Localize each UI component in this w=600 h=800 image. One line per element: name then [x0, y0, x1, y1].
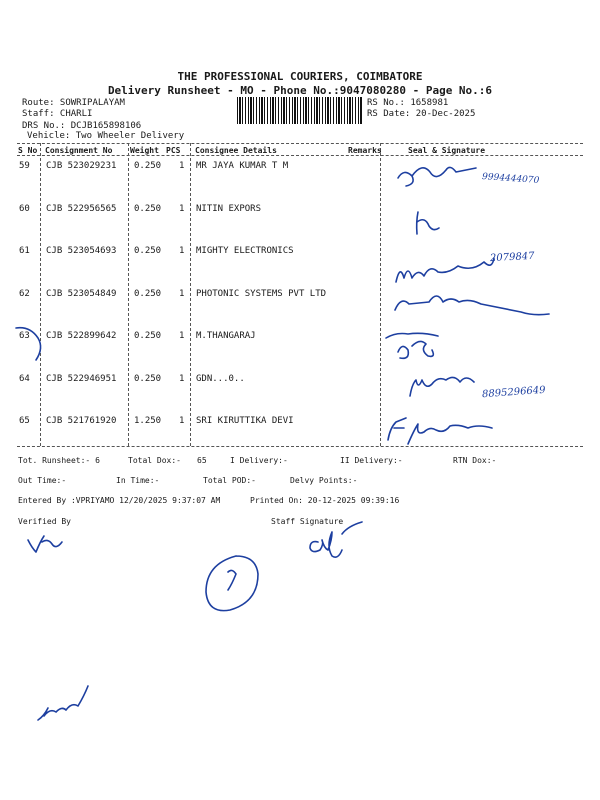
signature-row-62: [395, 296, 549, 315]
row-consignment: CJB 523054849: [46, 289, 117, 299]
row-consignment: CJB 522899642: [46, 331, 117, 341]
row-pcs: 1: [179, 416, 185, 426]
row-weight: 0.250: [134, 289, 162, 299]
ii-delivery: II Delivery:-: [340, 456, 403, 465]
vehicle-label: Vehicle: Two Wheeler Delivery: [27, 131, 185, 141]
in-time: In Time:-: [116, 476, 160, 485]
circle-mark: [206, 556, 258, 611]
handwritten-phone: 8895296649: [481, 384, 546, 401]
row-consignee: MR JAYA KUMAR T M: [196, 161, 289, 171]
row-consignment: CJB 523054693: [46, 246, 117, 256]
row-consignee: SRI KIRUTTIKA DEVI: [196, 416, 294, 426]
tot-runsheet: Tot. Runsheet:- 6: [18, 456, 100, 465]
signature-row-64: [410, 377, 474, 396]
signature-row-59: [398, 167, 476, 186]
verified-by-label: Verified By: [18, 517, 71, 526]
col-header-weight: Weight: [130, 146, 159, 155]
signature-row-63: [386, 333, 438, 358]
entered-by: Entered By :VPRIYAMO 12/20/2025 9:37:07 AM: [18, 496, 221, 505]
printed-on: Printed On: 20-12-2025 09:39:16: [250, 496, 400, 505]
staff-label: Staff: CHARLI: [22, 109, 93, 119]
row-sno: 64: [19, 374, 30, 384]
row-consignee: MIGHTY ELECTRONICS: [196, 246, 294, 256]
handwritten-phone: 9994444070: [481, 172, 540, 186]
col-header-seal-signature: Seal & Signature: [408, 146, 486, 155]
route-label: Route: SOWRIPALAYAM: [22, 98, 125, 108]
col-header-consignee: Consignee Details: [195, 146, 277, 155]
out-time: Out Time:-: [18, 476, 67, 485]
row-weight: 0.250: [134, 374, 162, 384]
i-delivery: I Delivery:-: [230, 456, 288, 465]
row-consignment: CJB 523029231: [46, 161, 117, 171]
row-sno: 59: [19, 161, 30, 171]
row-pcs: 1: [179, 331, 185, 341]
company-title: THE PROFESSIONAL COURIERS, COIMBATORE: [177, 70, 423, 83]
row-consignee: M.THANGARAJ: [196, 331, 256, 341]
staff-signature-label: Staff Signature: [271, 517, 344, 526]
signature-row-61: [396, 258, 494, 282]
signature-row-60: [417, 212, 439, 234]
rs-number: RS No.: 1658981: [367, 98, 449, 108]
row-sno: 65: [19, 416, 30, 426]
col-header-sno: S No: [18, 146, 38, 155]
total-dox-value: 65: [197, 456, 207, 465]
delvy-points: Delvy Points:-: [290, 476, 358, 485]
verified-by-signature: [28, 536, 62, 552]
total-pod: Total POD:-: [203, 476, 256, 485]
row-consignee: GDN...0..: [196, 374, 245, 384]
col-header-pcs: PCS: [166, 146, 181, 155]
row-weight: 1.250: [134, 416, 162, 426]
row-sno: 62: [19, 289, 30, 299]
row-sno: 61: [19, 246, 30, 256]
row-sno: 63: [19, 331, 30, 341]
total-dox-label: Total Dox:-: [128, 456, 181, 465]
row-consignee: NITIN EXPORS: [196, 204, 262, 214]
drs-number: DRS No.: DCJB165898106: [22, 121, 142, 131]
staff-signature: [310, 522, 362, 557]
row-consignment: CJB 521761920: [46, 416, 117, 426]
row-weight: 0.250: [134, 161, 162, 171]
row-pcs: 1: [179, 374, 185, 384]
row-pcs: 1: [179, 289, 185, 299]
row-sno: 60: [19, 204, 30, 214]
row-weight: 0.250: [134, 331, 162, 341]
row-63-margin-mark: [16, 328, 41, 360]
row-consignee: PHOTONIC SYSTEMS PVT LTD: [196, 289, 327, 299]
bottom-left-signature: [38, 686, 88, 720]
row-weight: 0.250: [134, 246, 162, 256]
row-pcs: 1: [179, 246, 185, 256]
handwritten-phone: 2079847: [489, 250, 535, 265]
rs-date: RS Date: 20-Dec-2025: [367, 109, 476, 119]
row-pcs: 1: [179, 161, 185, 171]
row-pcs: 1: [179, 204, 185, 214]
row-consignment: CJB 522956565: [46, 204, 117, 214]
rtn-dox: RTN Dox:-: [453, 456, 497, 465]
row-weight: 0.250: [134, 204, 162, 214]
col-header-consignment: Consignment No: [45, 146, 113, 155]
col-header-remarks: Remarks: [348, 146, 382, 155]
runsheet-subtitle: Delivery Runsheet - MO - Phone No.:9047080280 - Page No.:6: [107, 84, 493, 97]
row-consignment: CJB 522946951: [46, 374, 117, 384]
signature-row-65: [388, 418, 492, 444]
